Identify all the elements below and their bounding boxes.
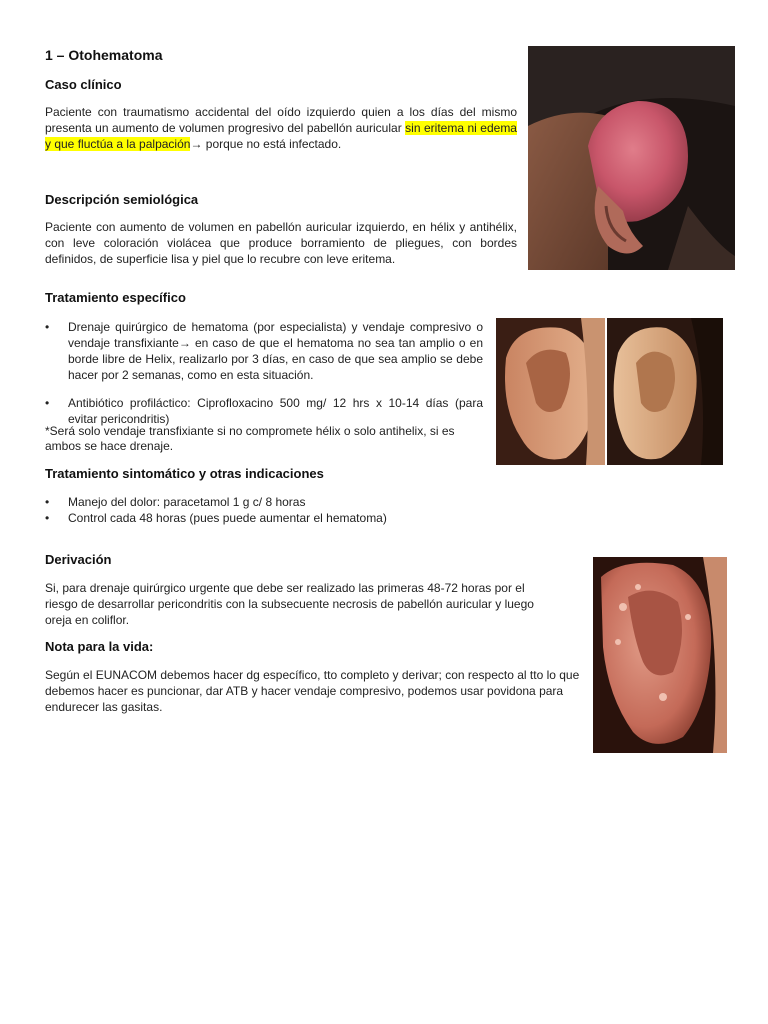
photo-ears-comparison — [496, 318, 723, 465]
sintomatico-list — [45, 494, 505, 526]
list-item: • Control cada 48 horas (pues puede aumentar el hematoma) — [45, 510, 505, 526]
document-title: 1 – Otohematoma — [45, 47, 163, 63]
caso-text-before: Paciente con traumatismo accidental del oído izquierdo quien a los días del mismo presenta un aumento de volumen progresivo del pabellón auricular — [45, 105, 517, 135]
heading-derivacion: Derivación — [45, 552, 112, 567]
list-item: • Manejo del dolor: paracetamol 1 g c/ 8 horas — [45, 494, 505, 510]
list-item: • Antibiótico profiláctico: Ciprofloxacino 500 mg/ 12 hrs x 10-14 días (para evitar pericondritis) — [45, 395, 483, 427]
derivacion-text: Si, para drenaje quirúrgico urgente que debe ser realizado las primeras 48-72 horas por el riesgo de desarrollar pericondritis con la subsecuente necrosis de pabellón auricular y luego oreja en coliflor. — [45, 581, 534, 627]
caso-text-highlight: sin eritema ni edema y que fluctúa a la palpación — [45, 121, 517, 151]
heading-sintomatico: Tratamiento sintomático y otras indicaciones — [45, 466, 324, 481]
heading-nota: Nota para la vida: — [45, 639, 154, 654]
heading-caso-clinico: Caso clínico — [45, 77, 122, 92]
tratamiento-list — [45, 319, 483, 427]
list-item: • Drenaje quirúrgico de hematoma (por especialista) y vendaje compresivo o vendaje transfixiante→ en caso de que el hematoma no sea tan amplio o en borde libre de Helix, realizarlo por 3 días, en caso de que sea amplio se debe hacer por 2 semanas, como en esta situación. — [45, 319, 483, 383]
heading-tratamiento: Tratamiento específico — [45, 290, 186, 305]
tratamiento-note: *Será solo vendaje transfixiante si no compromete hélix o solo antihelix, si es ambos se hace drenaje. — [45, 424, 455, 453]
caso-text-after: → porque no está infectado. — [190, 137, 342, 151]
descripcion-text: Paciente con aumento de volumen en pabellón auricular izquierdo, en hélix y antihélix, con leve coloración violácea que produce borramiento de pliegues, con bordes definidos, de superficie lisa y piel que lo recubre con leve eritema. — [45, 220, 517, 266]
photo-otohematoma-ear — [528, 46, 735, 270]
caso-clinico-text — [45, 104, 517, 152]
nota-text: Según el EUNACOM debemos hacer dg específico, tto completo y derivar; con respecto al tto lo que debemos hacer es puncionar, dar ATB y hacer vendaje compresivo, podemos usar povidona para endurecer las gasitas. — [45, 668, 580, 714]
heading-descripcion: Descripción semiológica — [45, 192, 199, 207]
photo-cauliflower-ear — [593, 557, 727, 753]
